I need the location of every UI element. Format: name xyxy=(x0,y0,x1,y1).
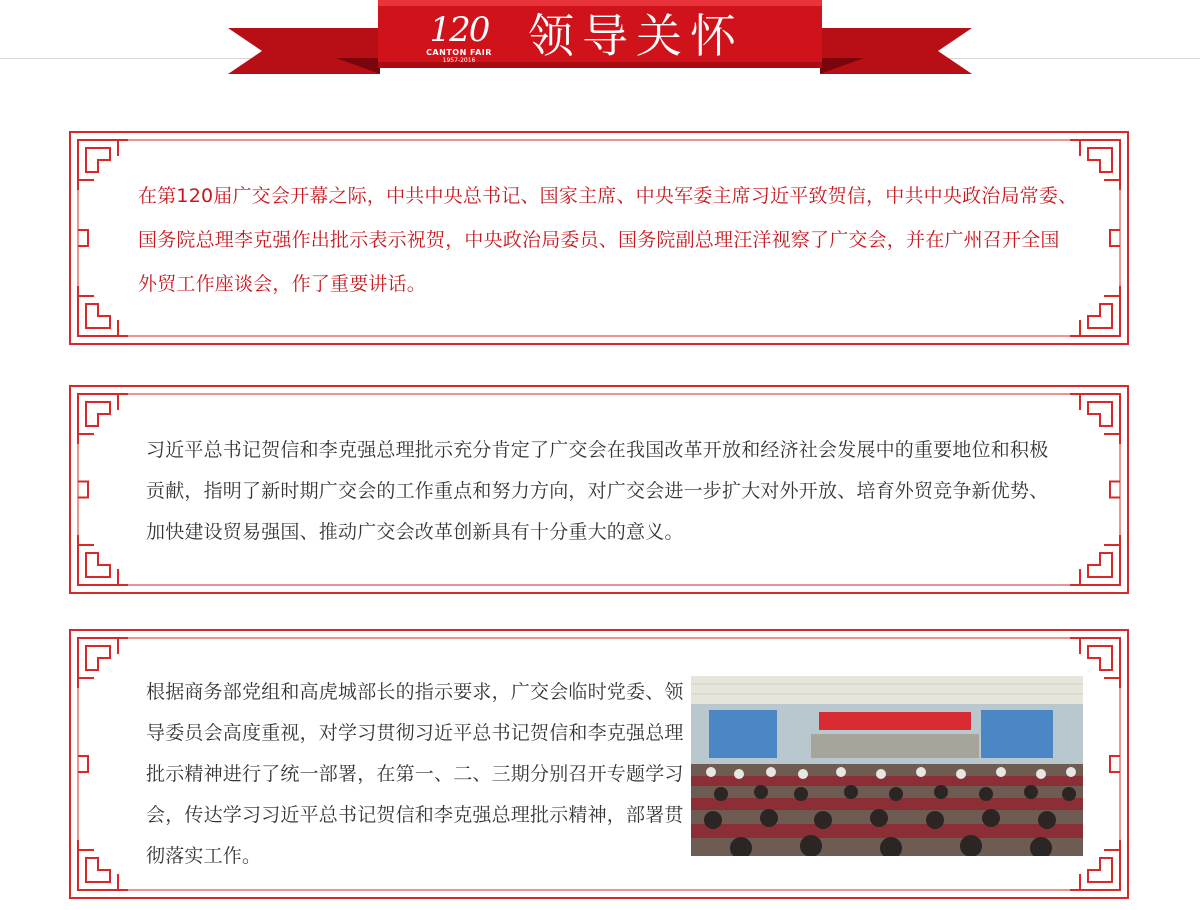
canton-fair-logo xyxy=(418,12,500,72)
text-panel-3 xyxy=(66,626,1132,902)
title-banner xyxy=(0,0,1200,100)
text-panel-2 xyxy=(66,382,1132,597)
logo-years: 1957-2016 xyxy=(442,57,476,64)
meeting-hall-photo xyxy=(691,676,1083,856)
logo-number: 120 xyxy=(429,10,489,50)
panel-3-text: 根据商务部党组和高虎城部长的指示要求，广交会临时党委、领导委员会高度重视，对学习贯彻习近平总书记贺信和李克强总理批示精神进行了统一部署，在第一、二、三期分别召开专题学习会，传达学习习近平总书记贺信和李克强总理批示精神，部署贯彻落实工作。 xyxy=(146,681,684,867)
panel-2-text: 习近平总书记贺信和李克强总理批示充分肯定了广交会在我国改革开放和经济社会发展中的重要地位和积极贡献，指明了新时期广交会的工作重点和努力方向，对广交会进一步扩大对外开放、培育外贸竞争新优势、加快建设贸易强国、推动广交会改革创新具有十分重大的意义。 xyxy=(146,439,1049,543)
text-panel-1 xyxy=(66,128,1132,348)
logo-subtitle: CANTON FAIR xyxy=(426,48,492,57)
panel-1-text: 在第120届广交会开幕之际，中共中央总书记、国家主席、中央军委主席习近平致贺信，中共中央政治局常委、国务院总理李克强作出批示表示祝贺，中央政治局委员、国务院副总理汪洋视察了广交会，并在广州召开全国外贸工作座谈会，作了重要讲话。 xyxy=(138,185,1078,295)
page-title: 领导关怀 xyxy=(528,9,744,63)
